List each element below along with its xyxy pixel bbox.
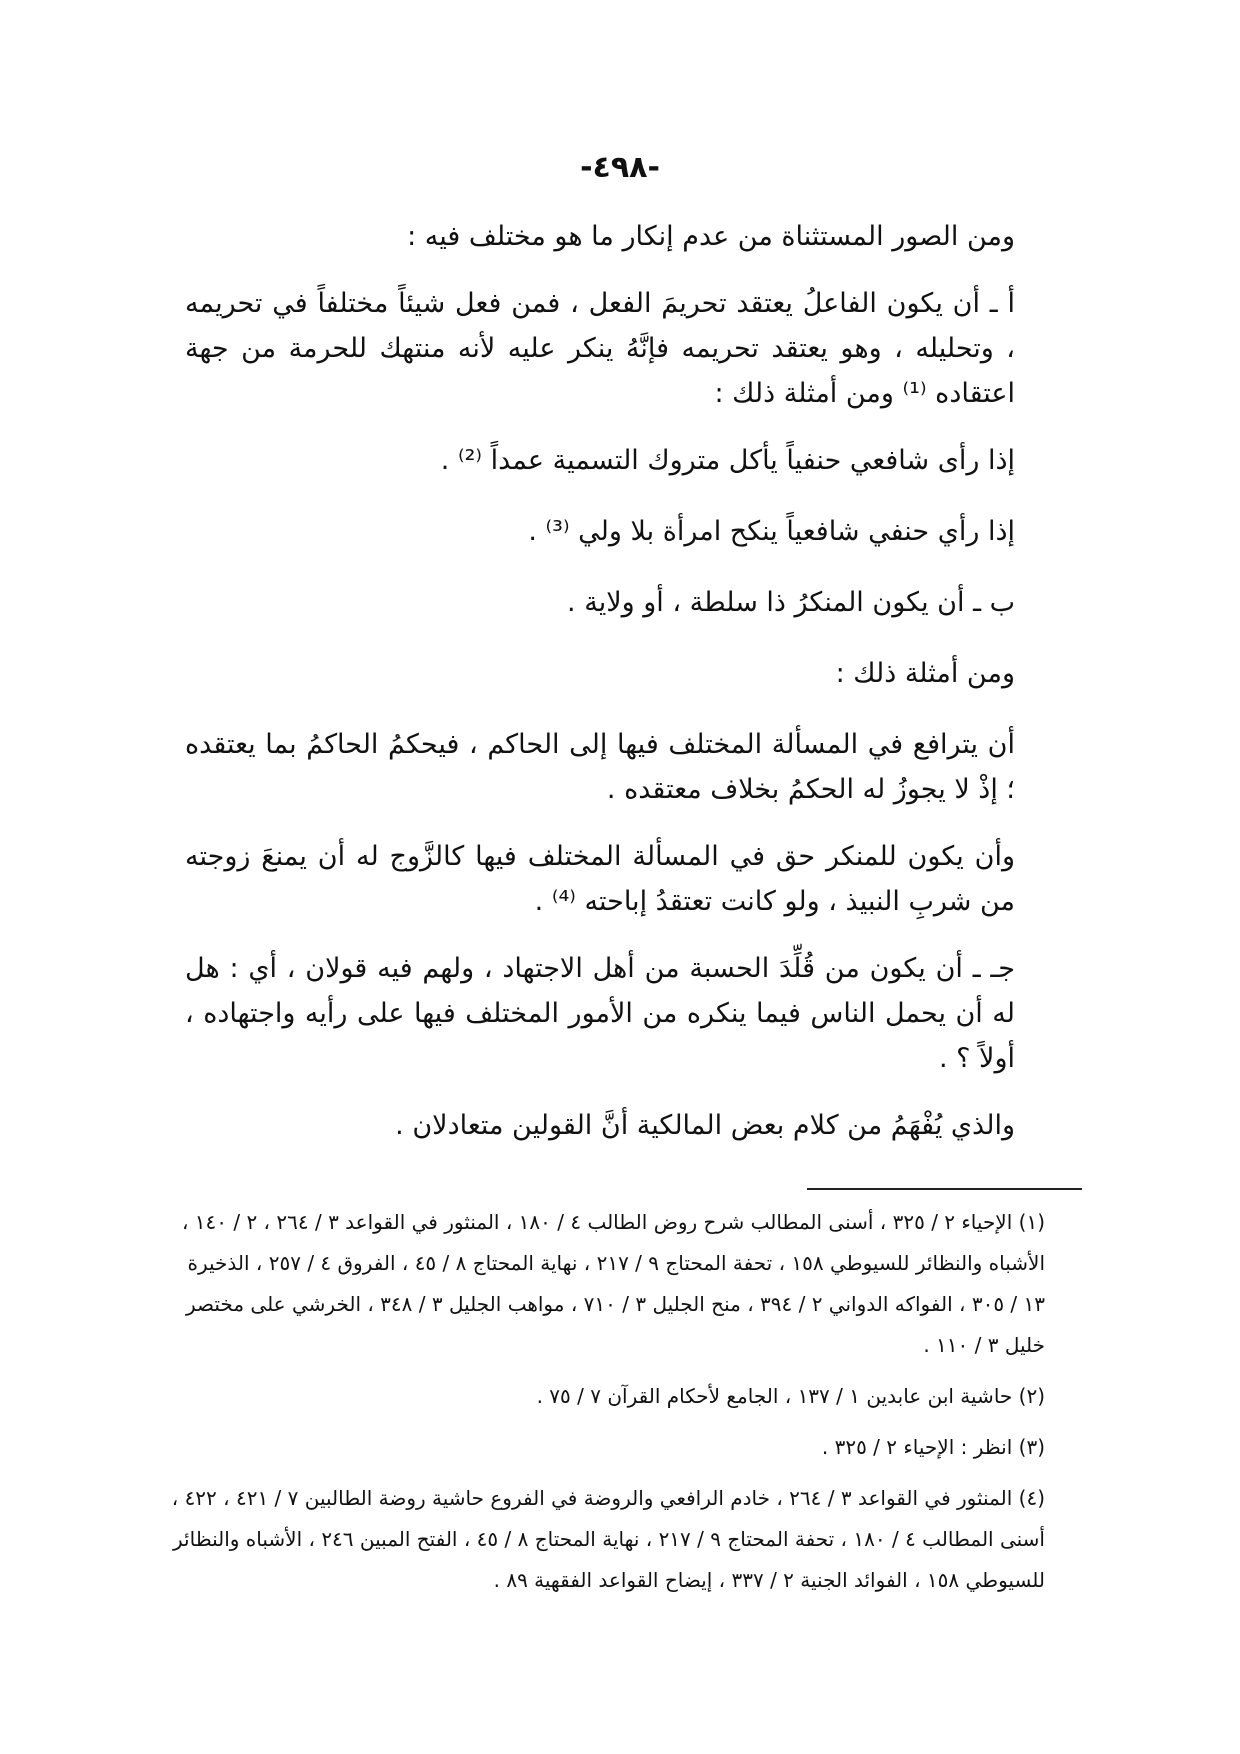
paragraph-example-4: وأن يكون للمنكر حق في المسألة المختلف فيها كالزَّوج له أن يمنعَ زوجته من شربِ النبيذ ، ولو كانت تعتقدُ إباحته ⁽⁴⁾ . xyxy=(185,841,1015,917)
paragraph-example-1: إذا رأى شافعي حنفياً يأكل متروك التسمية عمداً ⁽²⁾ . xyxy=(440,445,1015,476)
footnote-1: (١) الإحياء ٢ / ٣٢٥ ، أسنى المطالب شرح روض الطالب ٤ / ١٨٠ ، المنثور في القواعد ٣ / ٢٦٤ ، ٢ / ١٤٠ ، الأشباه والنظائر للسيوطي ١٥٨ ، تحفة المحتاج ٩ / ٢١٧ ، نهاية المحتاج ٨ / ٤٥ ، الفروق ٤ / ٢٥٧ ، الذخيرة ١٣ / ٣٠٥ ، الفواكه الدواني ٢ / ٣٩٤ ، منح الجليل ٣ / ٧١٠ ، مواهب الجليل ٣ / ٣٤٨ ، الخرشي على مختصر خليل ٣ / ١١٠ . xyxy=(181,1210,1045,1357)
paragraph-examples-heading: ومن أمثلة ذلك : xyxy=(835,658,1015,689)
footnote-3: (٣) انظر : الإحياء ٢ / ٣٢٥ . xyxy=(821,1435,1045,1459)
paragraph-example-2: إذا رأي حنفي شافعياً ينكح امرأة بلا ولي ⁽³⁾ . xyxy=(528,516,1015,547)
footnote-4: (٤) المنثور في القواعد ٣ / ٢٦٤ ، خادم الرافعي والروضة في الفروع حاشية روضة الطالبين ٧ / ٤٢١ ، ٤٢٢ ، أسنى المطالب ٤ / ١٨٠ ، تحفة المحتاج ٩ / ٢١٧ ، نهاية المحتاج ٨ / ٤٥ ، الفتح المبين ٢٤٦ ، الأشباه والنظائر للسيوطي ١٥٨ ، الفوائد الجنية ٢ / ٣٣٧ ، إيضاح القواعد الفقهية ٨٩ . xyxy=(171,1486,1045,1592)
footnotes xyxy=(165,1202,1045,1611)
paragraph-conclusion: والذي يُفْهَمُ من كلام بعض المالكية أنَّ القولين متعادلان . xyxy=(395,1110,1015,1141)
footnote-divider xyxy=(807,1188,1082,1190)
paragraph-case-c: جـ ـ أن يكون من قُلِّدَ الحسبة من أهل الاجتهاد ، ولهم فيه قولان ، أي : هل له أن يحمل الناس فيما ينكره من الأمور المختلف فيها على رأيه واجتهاده ، أولاً ؟ . xyxy=(185,953,1015,1074)
page-number: -٤٩٨- xyxy=(580,150,660,185)
main-text xyxy=(185,214,1045,1170)
paragraph-intro: ومن الصور المستثناة من عدم إنكار ما هو مختلف فيه : xyxy=(407,221,1015,252)
footnote-2: (٢) حاشية ابن عابدين ١ / ١٣٧ ، الجامع لأحكام القرآن ٧ / ٧٥ . xyxy=(536,1384,1045,1408)
paragraph-case-a: أ ـ أن يكون الفاعلُ يعتقد تحريمَ الفعل ، فمن فعل شيئاً مختلفاً في تحريمه ، وتحليله ، وهو يعتقد تحريمه فإنَّهُ ينكر عليه لأنه منتهك للحرمة من جهة اعتقاده ⁽¹⁾ ومن أمثلة ذلك : xyxy=(185,288,1015,409)
paragraph-example-3: أن يترافع في المسألة المختلف فيها إلى الحاكم ، فيحكمُ الحاكمُ بما يعتقده ؛ إذْ لا يجوزُ له الحكمُ بخلاف معتقده . xyxy=(185,729,1015,805)
paragraph-case-b: ب ـ أن يكون المنكرُ ذا سلطة ، أو ولاية . xyxy=(567,587,1015,618)
